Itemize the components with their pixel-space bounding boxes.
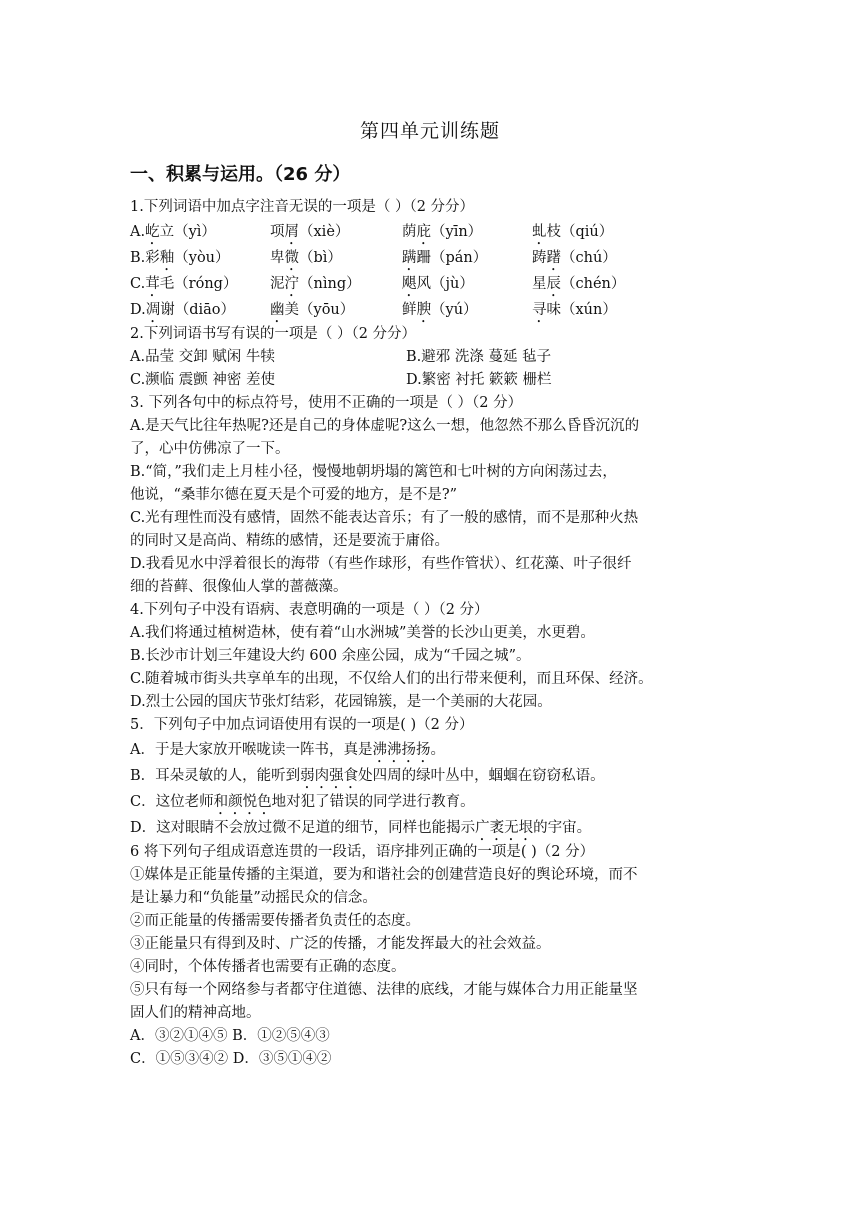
q3-line: 他说，“桑菲尔德在夏天是个可爱的地方，是不是?” [130, 487, 458, 503]
emphasized-word: 弱肉强食 [300, 768, 359, 784]
q2-stem: 2.下列词语书写有误的一项是（ ）（2 分分） [130, 326, 417, 342]
q6-line: ⑤只有每一个网络参与者都守住道德、法律的底线，才能与媒体合力用正能量坚 [130, 982, 638, 998]
q1-word: 泥泞（nìng） [270, 276, 361, 292]
q1-option-row [130, 297, 736, 323]
q1-word: 项屑（xiè） [270, 224, 350, 240]
q4-option: D.烈士公园的国庆节张灯结彩，花园锦簇，是一个美丽的大花园。 [130, 694, 552, 710]
emphasized-char: 虬 [532, 224, 547, 240]
q6-line: ②而正能量的传播需要传播者负责任的态度。 [130, 913, 420, 929]
q1-word: 荫庇（yīn） [402, 224, 483, 240]
q6-line: 是让暴力和“负能量”动摇民众的信念。 [130, 890, 377, 906]
q1-word: 飓风（jù） [402, 276, 474, 292]
emphasized-word: 广袤无垠 [475, 820, 534, 836]
emphasized-char: 辰 [546, 276, 561, 292]
q3-line: B.“简，”我们走上月桂小径，慢慢地朝坍塌的篱笆和七叶树的方向闲荡过去， [130, 464, 617, 480]
q2-option-b: B.避邪 洗涤 蔓延 毡子 [406, 349, 552, 365]
emphasized-char: 屑 [284, 224, 299, 240]
q3-line: C.光有理性而没有感情，固然不能表达音乐；有了一般的感情，而不是那种火热 [130, 510, 639, 526]
q5-option-a: A．于是大家放开喉咙读一阵书，真是沸沸扬扬。 [130, 742, 445, 758]
questions [130, 196, 736, 1071]
emphasized-char: 腴 [416, 302, 431, 318]
q2-option-c: C.濒临 震颤 神密 差使 [130, 372, 276, 388]
q3-line: 了，心中仿佛凉了一下。 [130, 441, 290, 457]
emphasized-char: 泞 [284, 276, 299, 292]
q4-stem: 4.下列句子中没有语病、表意明确的一项是（ ）（2 分） [130, 602, 489, 618]
q2-row-cd [130, 369, 736, 392]
emphasized-char: 躇 [546, 250, 561, 266]
q1-word: 踌躇（chú） [532, 250, 617, 266]
q1-word: 星辰（chén） [532, 276, 626, 292]
q6-answer-row: C．①⑤③④② D．③⑤①④② [130, 1051, 332, 1067]
q1-word: A.屹立（yì） [130, 224, 216, 240]
q2-option-d: D.繁密 衬托 簌簌 栅栏 [406, 372, 552, 388]
q2-option-a: A.品莹 交卸 赋闲 牛犊 [130, 349, 275, 365]
q1-option-row [130, 271, 736, 297]
section-heading: 一、积累与运用。（26 分） [130, 164, 351, 185]
q6-line: ①媒体是正能量传播的主渠道，要为和谐社会的创建营造良好的舆论环境，而不 [130, 867, 638, 883]
q3-stem: 3. 下列各句中的标点符号，使用不正确的一项是（ ）（2 分） [130, 395, 523, 411]
q5-option-b: B．耳朵灵敏的人，能听到弱肉强食处四周的绿叶丛中，蝈蝈在窃窃私语。 [130, 768, 605, 784]
emphasized-char: 庇 [416, 224, 431, 240]
q6-line: 固人们的精神高地。 [130, 1005, 261, 1021]
q6-stem: 6 将下列句子组成语意连贯的一段话，语序排列正确的一项是( )（2 分） [130, 844, 595, 860]
emphasized-char: 釉 [159, 250, 175, 266]
q3-line: 的同时又是高尚、精练的感情，还是要流于庸俗。 [130, 533, 449, 549]
q6-line: ④同时，个体传播者也需要有正确的态度。 [130, 959, 406, 975]
q3-line: 细的苔藓、很像仙人掌的蔷薇藻。 [130, 579, 348, 595]
q2-row-ab [130, 346, 736, 369]
q3-line: A.是天气比往年热呢?还是自己的身体虚呢?这么一想，他忽然不那么昏昏沉沉的 [130, 418, 640, 434]
emphasized-char: 凋 [145, 302, 161, 318]
q1-word: D.凋谢（diāo） [130, 302, 236, 318]
q6-answer-row: A．③②①④⑤ B．①②⑤④③ [130, 1028, 330, 1044]
q1-word: 鲜腴（yú） [402, 302, 478, 318]
emphasized-char: 屹 [145, 224, 160, 240]
q1-word: 幽美（yōu） [270, 302, 355, 318]
q1-word: 蹒跚（pán） [402, 250, 488, 266]
q5-option-c: C．这位老师和颜悦色地对犯了错误的同学进行教育。 [130, 794, 475, 810]
emphasized-char: 幽 [270, 302, 285, 318]
q1-word: 寻味（xún） [532, 302, 617, 318]
q1-word: 卑微（bì） [270, 250, 342, 266]
q3-line: D.我看见水中浮着很长的海带（有些作球形，有些作管状）、红花藻、叶子很纤 [130, 556, 632, 572]
q1-stem: 1.下列词语中加点字注音无误的一项是（ ）（2 分分） [130, 199, 475, 215]
document-title: 第四单元训练题 [359, 120, 500, 142]
q4-option: A.我们将通过植树造林，使有着“山水洲城”美誉的长沙山更美，水更碧。 [130, 625, 595, 641]
emphasized-char: 茸 [145, 276, 160, 292]
emphasized-char: 飓 [402, 276, 417, 292]
q4-option: B.长沙市计划三年建设大约 600 余座公园，成为“千园之城”。 [130, 648, 531, 664]
emphasized-char: 微 [284, 250, 299, 266]
q5-stem: 5．下列句子中加点词语使用有误的一项是( )（2 分） [130, 717, 474, 733]
q1-option-row [130, 219, 736, 245]
emphasized-word: 和颜悦色 [213, 794, 272, 810]
q5-option-d: D．这对眼睛不会放过微不足道的细节，同样也能揭示广袤无垠的宇宙。 [130, 820, 592, 836]
q1-word: B.彩釉（yòu） [130, 250, 230, 266]
q4-option: C.随着城市街头共享单车的出现，不仅给人们的出行带来便利，而且环保、经济。 [130, 671, 653, 687]
q1-word: 虬枝（qiú） [532, 224, 614, 240]
q1-options [130, 219, 736, 323]
q6-line: ③正能量只有得到及时、广泛的传播，才能发挥最大的社会效益。 [130, 936, 551, 952]
emphasized-char: 蹒 [402, 250, 417, 266]
emphasized-word: 沸沸扬扬 [372, 742, 431, 758]
emphasized-char: 寻 [532, 302, 547, 318]
q1-option-row [130, 245, 736, 271]
q1-word: C.茸毛（róng） [130, 276, 238, 292]
